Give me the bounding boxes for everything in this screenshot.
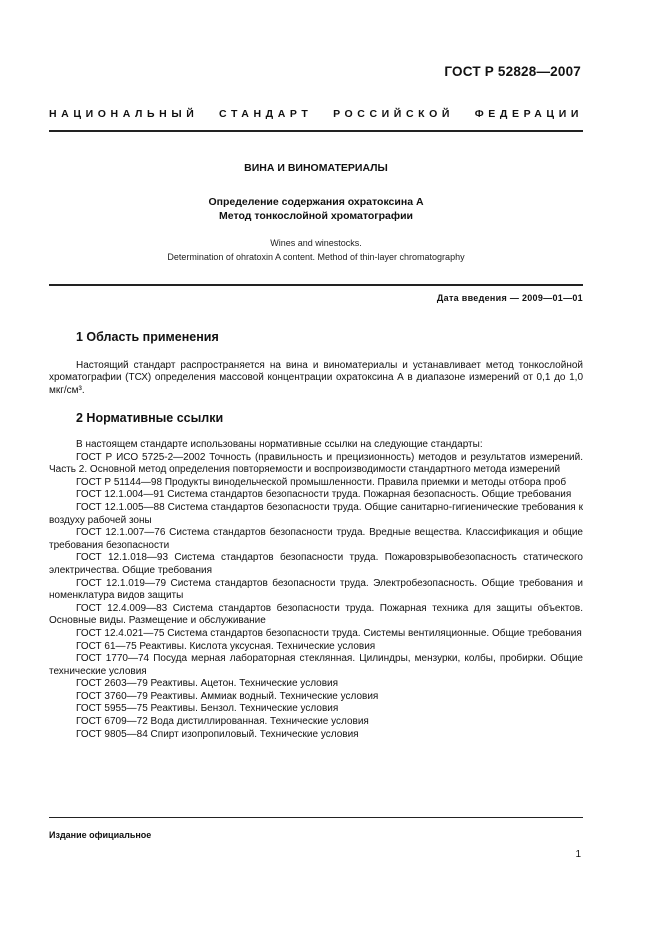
subtitle-line-1: Определение содержания охратоксина А (208, 196, 424, 208)
document-subtitle (49, 195, 583, 223)
reference-item: ГОСТ 12.1.004—91 Система стандартов безопасности труда. Пожарная безопасность. Общие требования (76, 489, 572, 501)
reference-item: ГОСТ 12.4.009—83 Система стандартов безопасности труда. Пожарная техника для защиты объектов. Основные виды. Размещение и обслуживание (49, 602, 583, 627)
reference-item: ГОСТ 9805—84 Спирт изопропиловый. Технические условия (76, 728, 359, 740)
reference-item: ГОСТ Р 51144—98 Продукты винодельческой промышленности. Правила приемки и методы отбора проб (76, 476, 567, 488)
reference-item: ГОСТ 12.1.005—88 Система стандартов безопасности труда. Общие санитарно-гигиенические требования к воздуху рабочей зоны (49, 501, 583, 526)
reference-item: ГОСТ 12.1.007—76 Система стандартов безопасности труда. Вредные вещества. Классификация и общие требования безопасности (49, 527, 583, 551)
subtitle-line-2: Метод тонкослойной хроматографии (219, 210, 413, 222)
title-rule (49, 284, 583, 286)
reference-item: ГОСТ 61—75 Реактивы. Кислота уксусная. Технические условия (76, 640, 376, 652)
national-standard-heading: НАЦИОНАЛЬНЫЙ СТАНДАРТ РОССИЙСКОЙ ФЕДЕРАЦИИ (49, 108, 583, 120)
reference-item: ГОСТ Р ИСО 5725-2—2002 Точность (правильность и прецизионность) методов и результатов измерений. Часть 2. Основной метод определения повторяемости и воспроизводимости стандартного метода измерений (49, 451, 583, 476)
section-2-heading: 2 Нормативные ссылки (76, 411, 224, 425)
reference-item: ГОСТ 12.1.018—93 Система стандартов безопасности труда. Пожаровзрывобезопасность статического электричества. Общие требования (49, 552, 583, 576)
document-title: ВИНА И ВИНОМАТЕРИАЛЫ (244, 162, 388, 174)
reference-item: ГОСТ 2603—79 Реактивы. Ацетон. Технические условия (76, 678, 339, 690)
references-intro: В настоящем стандарте использованы нормативные ссылки на следующие стандарты: (76, 439, 483, 450)
introduction-date: Дата введения — 2009—01—01 (436, 293, 583, 303)
official-edition-note: Издание официальное (49, 830, 152, 840)
section-1-text: Настоящий стандарт распространяется на вина и виноматериалы и устанавливает метод тонкослойной хроматографии (ТСХ) определения массовой концентрации охратоксина А в диапазоне измерений от 0,1 до 1,0 мкг/см³. (49, 360, 583, 396)
reference-item: ГОСТ 5955—75 Реактивы. Бензол. Технические условия (76, 703, 339, 715)
section-1-heading: 1 Область применения (76, 330, 219, 344)
english-title-line-2: Determination of ohratoxin A content. Method of thin-layer chromatography (167, 252, 465, 262)
english-title (49, 236, 583, 264)
normative-references-list (49, 439, 583, 741)
document-number: ГОСТ Р 52828—2007 (444, 64, 581, 79)
footer-rule (49, 817, 583, 818)
page-number: 1 (575, 849, 581, 860)
english-title-line-1: Wines and winestocks. (270, 238, 362, 248)
reference-item: ГОСТ 12.4.021—75 Система стандартов безопасности труда. Системы вентиляционные. Общие требования (76, 627, 582, 639)
reference-item: ГОСТ 3760—79 Реактивы. Аммиак водный. Технические условия (76, 690, 379, 702)
reference-item: ГОСТ 1770—74 Посуда мерная лабораторная стеклянная. Цилиндры, мензурки, колбы, пробирки. Общие технические условия (49, 653, 583, 677)
header-rule (49, 130, 583, 132)
reference-item: ГОСТ 12.1.019—79 Система стандартов безопасности труда. Электробезопасность. Общие требования и номенклатура видов защиты (49, 577, 583, 602)
reference-item: ГОСТ 6709—72 Вода дистиллированная. Технические условия (76, 716, 369, 728)
